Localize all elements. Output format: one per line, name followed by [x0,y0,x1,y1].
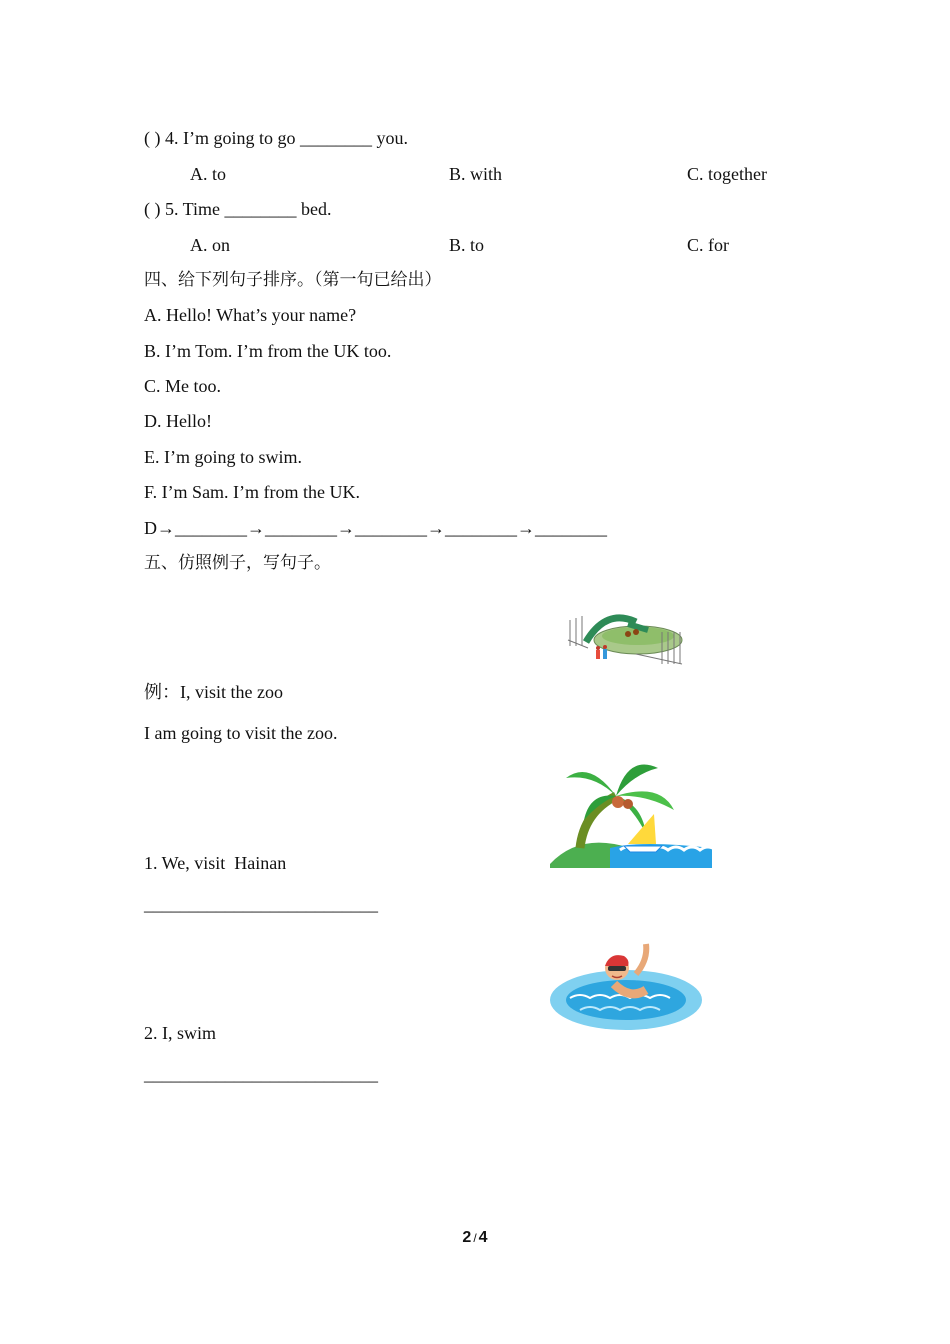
total-page-count: 4 [478,1229,488,1246]
question-4-option-c: C. together [687,164,767,184]
page-separator: / [473,1231,477,1245]
sentence-d: D. Hello! [144,411,212,431]
item-2-answer-blank[interactable]: __________________________ [144,1064,378,1084]
question-4-option-b: B. with [449,164,503,184]
question-4-stem: ( ) 4. I’m going to go ________ you. [144,128,408,148]
swimmer-illustration [550,940,702,1032]
question-5-option-a: A. on [190,235,230,255]
example-answer: I am going to visit the zoo. [144,723,338,743]
section-5-heading: 五、仿照例子，写句子。 [144,553,331,573]
sentence-f: F. I’m Sam. I’m from the UK. [144,482,361,502]
sentence-b: B. I’m Tom. I’m from the UK too. [144,341,392,361]
order-answer-line: D→________→________→________→________→________ [144,518,607,538]
question-5-stem: ( ) 5. Time ________ bed. [144,199,332,219]
current-page-number: 2 [462,1229,472,1246]
question-4-option-a: A. to [190,164,226,184]
question-5-option-c: C. for [687,235,729,255]
zoo-illustration [566,612,686,668]
island-palm-tree-illustration [550,752,712,868]
item-1-answer-blank[interactable]: __________________________ [144,894,378,914]
question-5-option-b: B. to [449,235,485,255]
sentence-a: A. Hello! What’s your name? [144,305,357,325]
section-4-heading: 四、给下列句子排序。（第一句已给出） [144,270,442,290]
example-prompt: 例：I, visit the zoo [144,682,283,702]
sentence-c: C. Me too. [144,376,222,396]
item-1-prompt: 1. We, visit Hainan [144,853,287,873]
item-2-prompt: 2. I, swim [144,1023,216,1043]
page-number [0,1229,950,1247]
sentence-e: E. I’m going to swim. [144,447,302,467]
